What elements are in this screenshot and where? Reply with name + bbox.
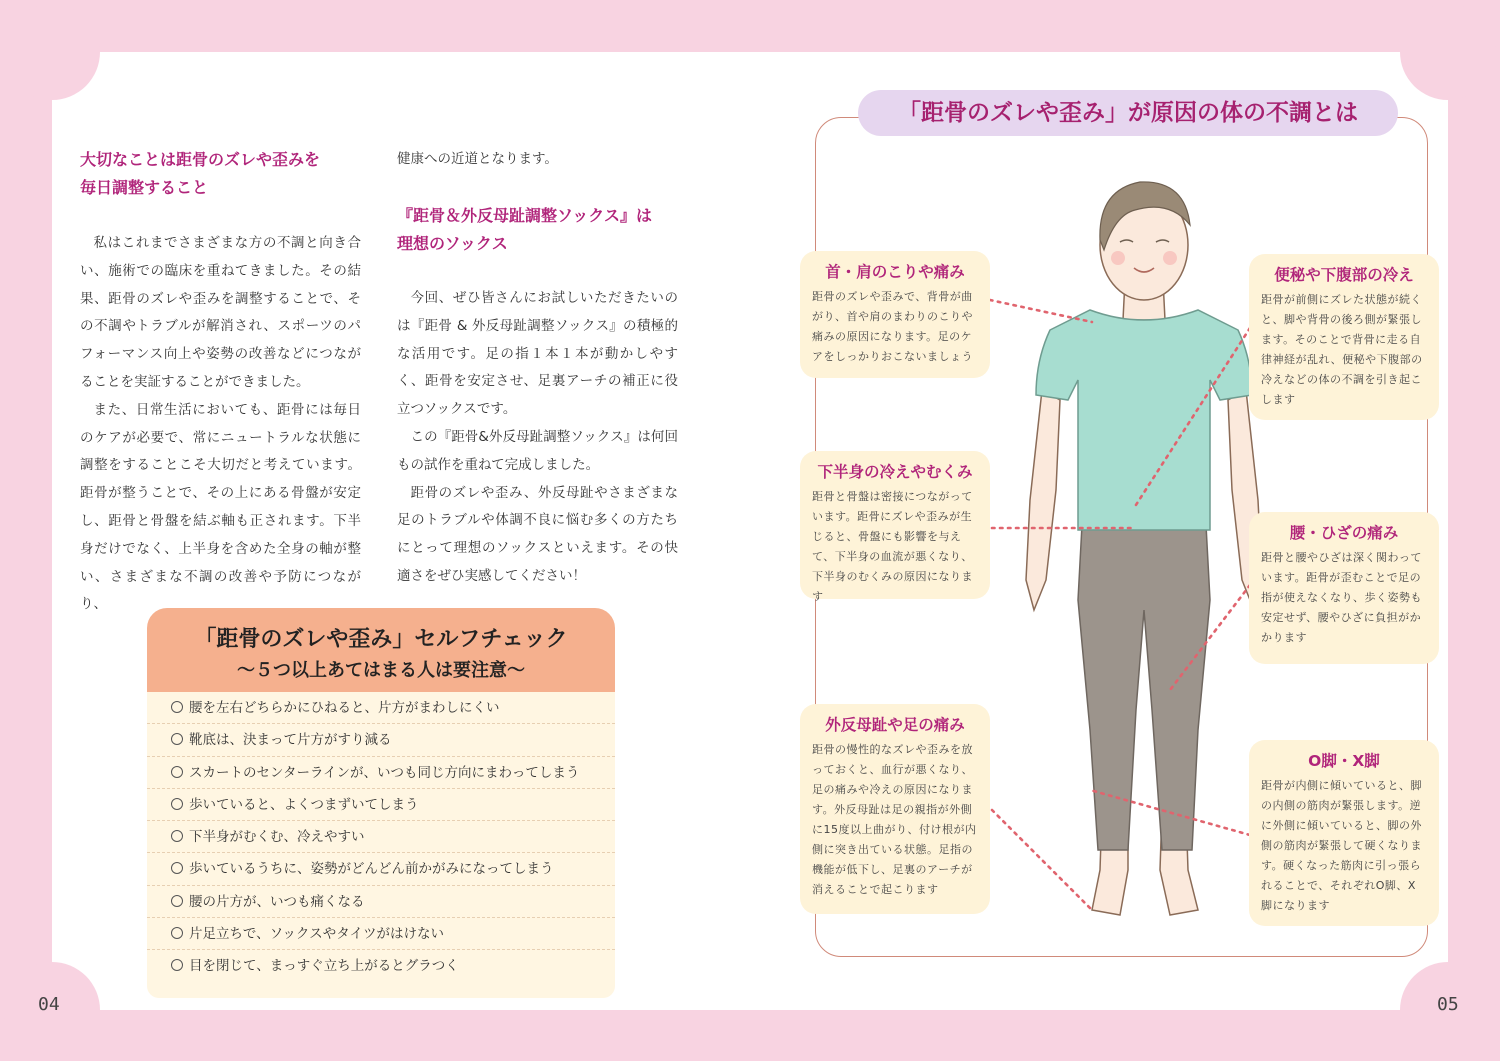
- section-heading-daily-adjust: 大切なことは距骨のズレや歪みを 毎日調整すること: [80, 150, 321, 197]
- paragraph: 今回、ぜひ皆さんにお試しいただきたいのは『距骨 & 外反母趾調整ソックス』の積極的な活用です。足の指１本１本が動かしやすく、距骨を安定させ、足裏アーチの補正に役立つソックスです。: [397, 290, 678, 418]
- page-title: 「距骨のズレや歪み」が原因の体の不調とは: [858, 90, 1398, 136]
- checklist-item: 腰の片方が、いつも痛くなる: [147, 886, 615, 918]
- page-number-right: 05: [1437, 994, 1459, 1015]
- checklist-item: 腰を左右どちらかにひねると、片方がまわしにくい: [147, 692, 615, 724]
- callout-text: 距骨が前側にズレた状態が続くと、脚や背骨の後ろ側が緊張します。そのことで背骨に走る自律神経が乱れ、便秘や下腹部の冷えなどの体の不調を引き起こします: [1261, 293, 1423, 406]
- self-check-subtitle: 〜５つ以上あてはまる人は要注意〜: [237, 660, 525, 681]
- callout-text: 距骨の慢性的なズレや歪みを放っておくと、血行が悪くなり、足の痛みや冷えの原因になります。外反母趾は足の親指が外側に15度以上曲がり、付け根が内側に突き出ている状態。足指の機能が低下し、足裏のアーチが消えることで起こります: [812, 743, 977, 896]
- column-2-top-text: 健康への近道となります。: [397, 151, 558, 167]
- checklist-item: スカートのセンターラインが、いつも同じ方向にまわってしまう: [147, 757, 615, 789]
- checklist-item: 靴底は、決まって片方がすり減る: [147, 724, 615, 756]
- self-check-title: 「距骨のズレや歪み」セルフチェック: [194, 627, 568, 652]
- paragraph: 私はこれまでさまざまな方の不調と向き合い、施術での臨床を重ねてきました。その結果、距骨のズレや歪みを調整することで、その不調やトラブルが解消され、スポーツのパフォーマンス向上や姿勢の改善などにつながることを実証することができました。: [80, 235, 361, 390]
- section-heading-socks: 『距骨＆外反母趾調整ソックス』は 理想のソックス: [397, 206, 653, 253]
- callout-title: O脚・X脚: [1308, 752, 1380, 770]
- callout-back-knee: [1249, 512, 1439, 664]
- callout-text: 距骨のズレや歪みで、背骨が曲がり、首や肩のまわりのこりや痛みの原因になります。足のケアをしっかりおこないましょう: [812, 290, 973, 363]
- paragraph: 距骨のズレや歪み、外反母趾やさまざまな足のトラブルや体調不良に悩む多くの方たちにとって理想のソックスといえます。その快適さをぜひ実感してください！: [397, 484, 678, 584]
- callout-text: 距骨と腰やひざは深く関わっています。距骨が歪むことで足の指が使えなくなり、歩く姿勢も安定せず、腰やひざに負担がかかります: [1261, 551, 1422, 644]
- page-number-left: 04: [38, 994, 60, 1015]
- callout-text: 距骨が内側に傾いていると、脚の内側の筋肉が緊張します。逆に外側に傾いていると、脚の外側の筋肉が緊張して硬くなります。硬くなった筋肉に引っ張られることで、それぞれO脚、X脚になります: [1261, 779, 1422, 912]
- callout-title: 首・肩のこりや痛み: [825, 263, 965, 281]
- callout-title: 腰・ひざの痛み: [1289, 524, 1399, 542]
- callout-o-x-legs: [1249, 740, 1439, 926]
- checklist-item: 目を閉じて、まっすぐ立ち上がるとグラつく: [147, 950, 615, 982]
- callout-neck-shoulder: [800, 251, 990, 378]
- checklist-item: 下半身がむくむ、冷えやすい: [147, 821, 615, 853]
- checklist-item: 片足立ちで、ソックスやタイツがはけない: [147, 918, 615, 950]
- callout-text: 距骨と骨盤は密接につながっています。距骨にズレや歪みが生じると、骨盤にも影響を与えて、下半身の血流が悪くなり、下半身のむくみの原因になります: [812, 490, 973, 603]
- paragraph: この『距骨&外反母趾調整ソックス』は何回もの試作を重ねて完成しました。: [397, 428, 678, 473]
- callout-hallux-valgus: [800, 704, 990, 914]
- checklist-item: 歩いているうちに、姿勢がどんどん前かがみになってしまう: [147, 853, 615, 885]
- callout-title: 外反母趾や足の痛み: [825, 716, 965, 734]
- callout-title: 便秘や下腹部の冷え: [1274, 266, 1414, 284]
- callout-lower-body: [800, 451, 990, 603]
- callout-title: 下半身の冷えやむくみ: [817, 463, 973, 481]
- paragraph: また、日常生活においても、距骨には毎日のケアが必要で、常にニュートラルな状態に調整をすることこそ大切だと考えています。距骨が整うことで、その上にある骨盤が安定し、距骨と骨盤を結ぶ軸も正されます。下半身だけでなく、上半身を含めた全身の軸が整い、さまざまな不調の改善や予防につながり、: [80, 401, 361, 613]
- checklist-item: 歩いていると、よくつまずいてしまう: [147, 789, 615, 821]
- callout-constipation: [1249, 254, 1439, 420]
